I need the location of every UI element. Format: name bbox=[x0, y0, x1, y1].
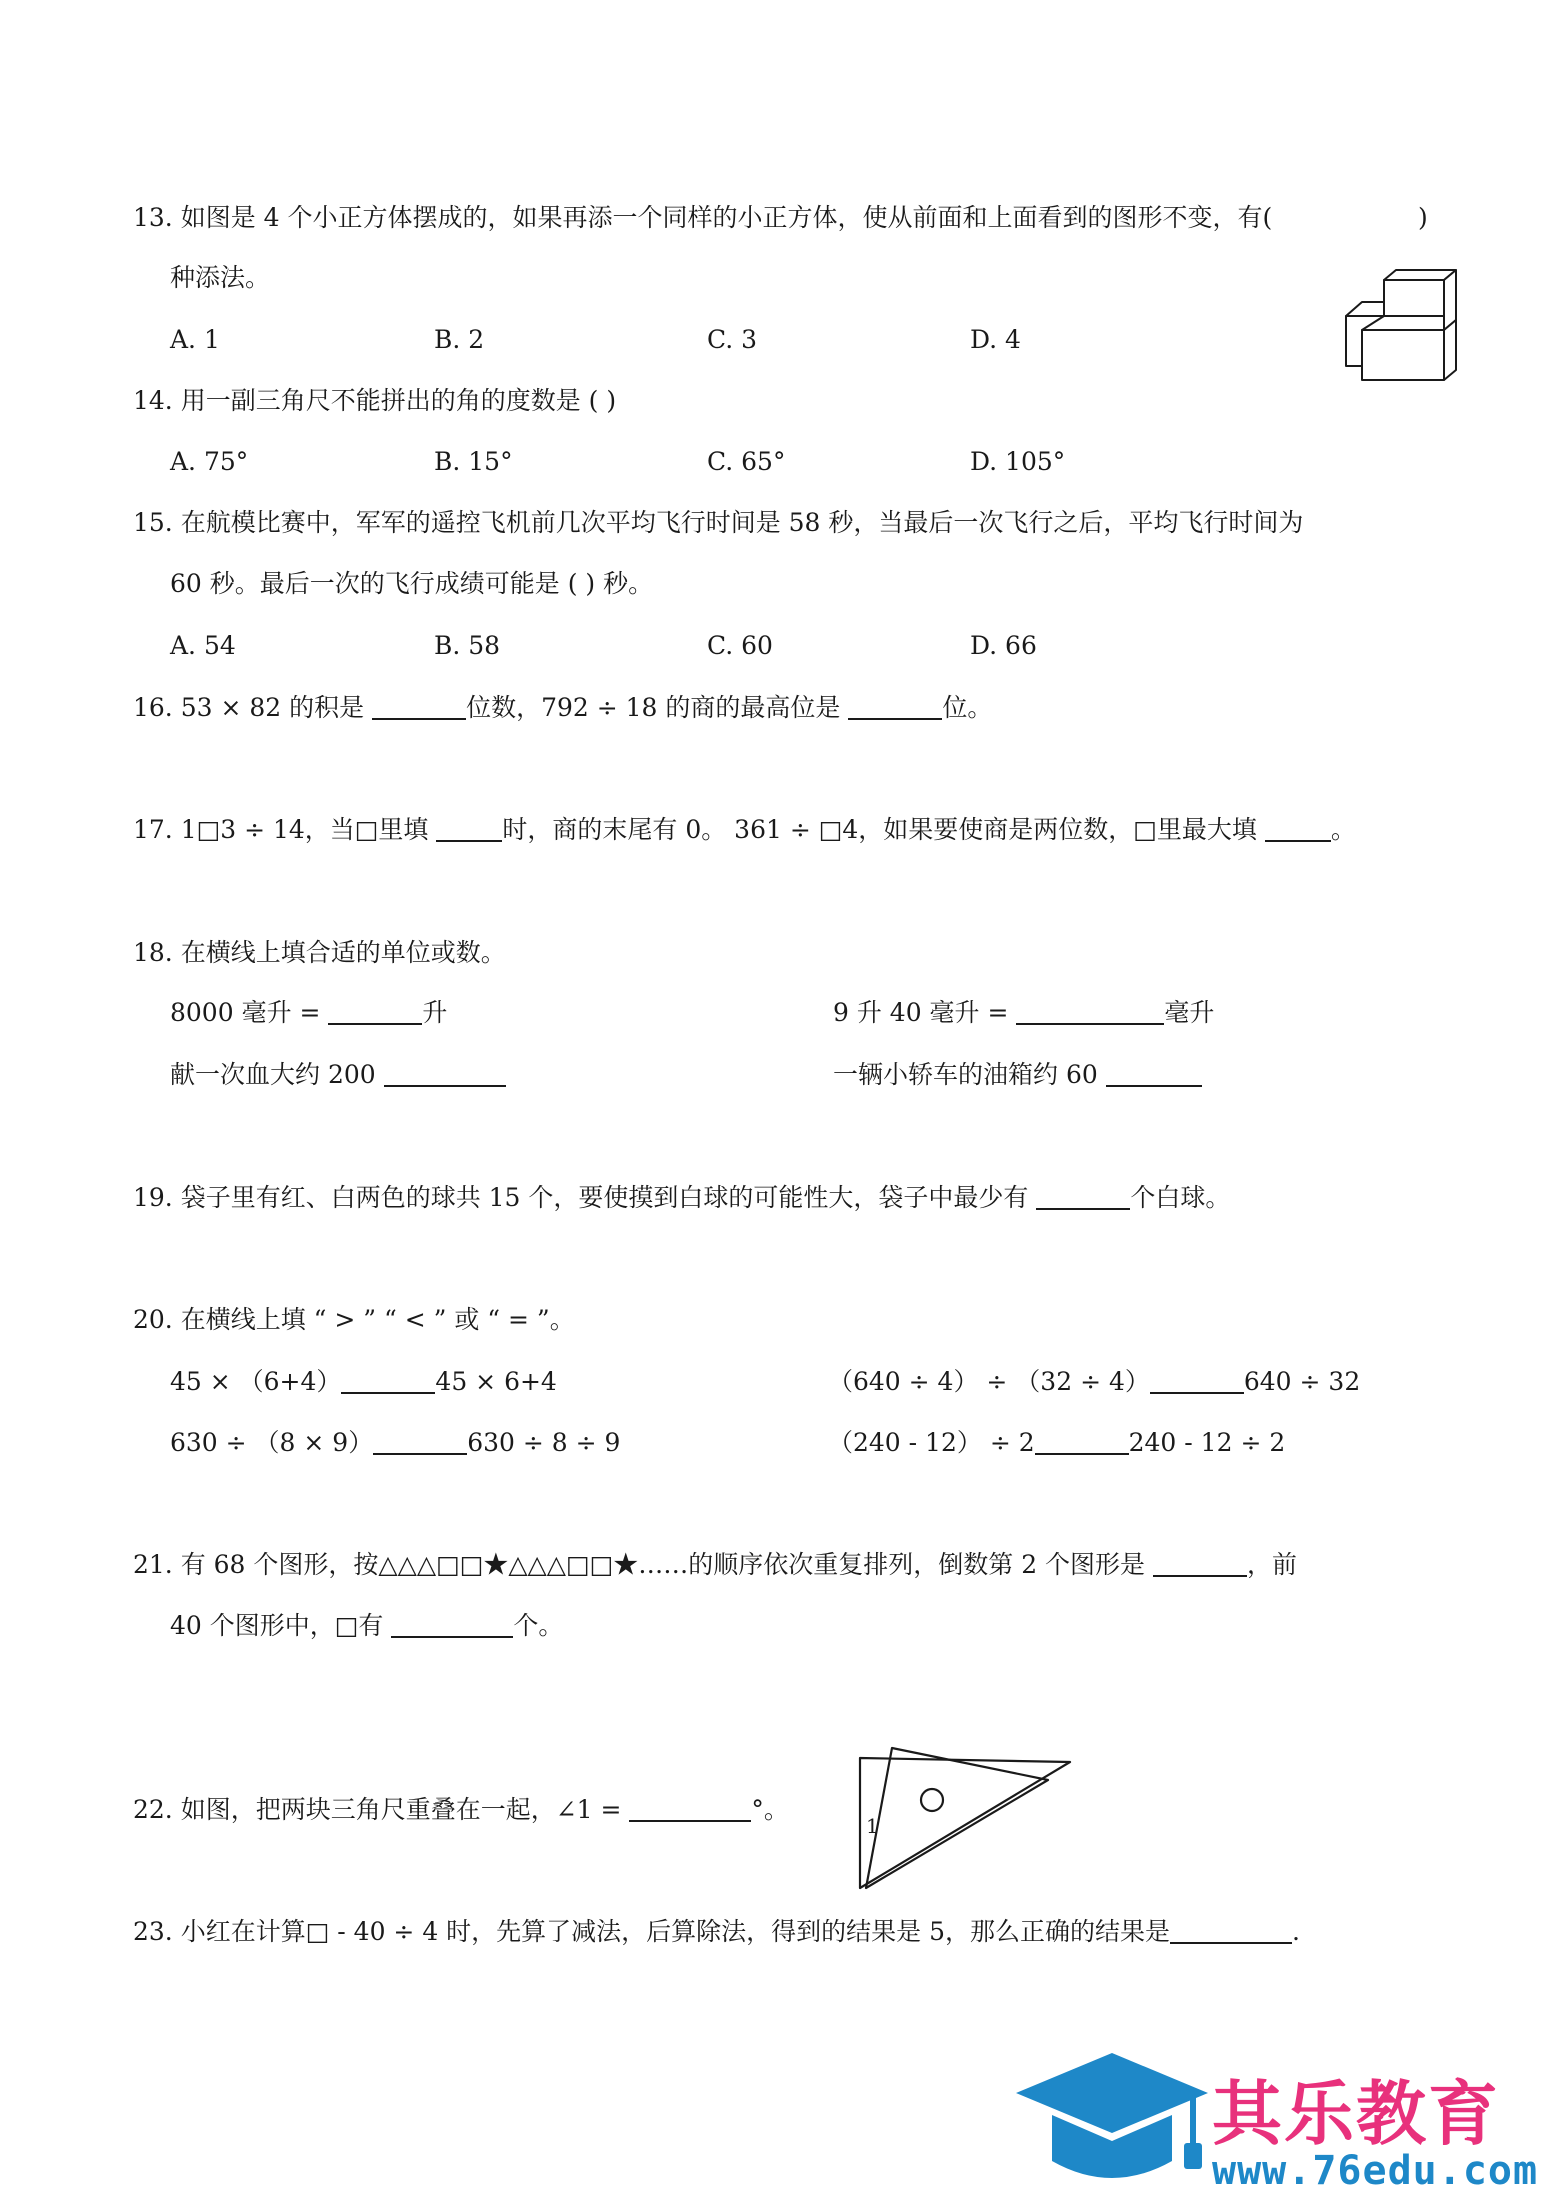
q20-title: 20. 在横线上填 “ > ” “ < ” 或 “ = ”。 bbox=[133, 1305, 575, 1334]
triangle-rulers-figure bbox=[852, 1738, 1072, 1892]
q14-option-c: C. 65° bbox=[707, 447, 786, 476]
q20-item-b: （640 ÷ 4） ÷ （32 ÷ 4） 640 ÷ 32 bbox=[828, 1362, 1360, 1402]
q17-blank-1[interactable] bbox=[436, 812, 502, 842]
q18-blank-a[interactable] bbox=[328, 995, 422, 1025]
q15-option-b: B. 58 bbox=[434, 631, 501, 660]
q20-item-a: 45 × （6+4） 45 × 6+4 bbox=[170, 1362, 557, 1402]
q22-blank[interactable] bbox=[629, 1792, 751, 1822]
q13-option-c: C. 3 bbox=[707, 325, 758, 354]
q13-option-b: B. 2 bbox=[434, 325, 485, 354]
q13-line2: 种添法。 bbox=[170, 263, 271, 292]
q18-item-b: 9 升 40 毫升 = 毫升 bbox=[833, 993, 1214, 1033]
q18-blank-c[interactable] bbox=[384, 1057, 506, 1087]
q14-option-d: D. 105° bbox=[970, 447, 1066, 476]
q15-option-c: C. 60 bbox=[707, 631, 773, 660]
q20-item-c: 630 ÷ （8 × 9） 630 ÷ 8 ÷ 9 bbox=[170, 1423, 620, 1463]
angle-1-label: 1 bbox=[866, 1814, 879, 1838]
q23-blank[interactable] bbox=[1170, 1914, 1292, 1944]
watermark-name: 其乐教育 bbox=[1212, 2073, 1500, 2155]
q16-blank-2[interactable] bbox=[848, 690, 942, 720]
q14-option-b: B. 15° bbox=[434, 447, 513, 476]
q22-question: 22. 如图，把两块三角尺重叠在一起，∠1 = °。 bbox=[133, 1790, 789, 1830]
q17-question: 17. 1□3 ÷ 14，当□里填 时，商的末尾有 0。 361 ÷ □4，如果要使商是两位数，□里最大填 。 bbox=[133, 810, 1356, 850]
q14-question: 14. 用一副三角尺不能拼出的角的度数是 ( ) bbox=[133, 386, 617, 415]
watermark-url: www.76edu.com bbox=[1212, 2148, 1539, 2194]
q18-item-a: 8000 毫升 = 升 bbox=[170, 993, 447, 1033]
q13-option-d: D. 4 bbox=[970, 325, 1021, 354]
q20-item-d: （240 - 12） ÷ 2 240 - 12 ÷ 2 bbox=[828, 1423, 1285, 1463]
q15-option-d: D. 66 bbox=[970, 631, 1037, 660]
q17-blank-2[interactable] bbox=[1265, 812, 1331, 842]
q20-blank-a[interactable] bbox=[341, 1364, 435, 1394]
q13-line1: 13. 如图是 4 个小正方体摆成的，如果再添一个同样的小正方体，使从前面和上面看到的图形不变，有( bbox=[133, 203, 1273, 232]
q21-line1: 21. 有 68 个图形，按△△△□□★△△△□□★……的顺序依次重复排列，倒数第 2 个图形是 ，前 bbox=[133, 1545, 1297, 1585]
graduation-cap-icon bbox=[1012, 2045, 1212, 2195]
q18-item-c: 献一次血大约 200 bbox=[170, 1055, 506, 1095]
q18-title: 18. 在横线上填合适的单位或数。 bbox=[133, 938, 506, 967]
q19-question: 19. 袋子里有红、白两色的球共 15 个，要使摸到白球的可能性大，袋子中最少有 个白球。 bbox=[133, 1178, 1230, 1218]
q15-line1: 15. 在航模比赛中，军军的遥控飞机前几次平均飞行时间是 58 秒，当最后一次飞行之后，平均飞行时间为 bbox=[133, 508, 1304, 537]
cube-stack-figure bbox=[1340, 268, 1480, 386]
q21-blank-2[interactable] bbox=[391, 1608, 513, 1638]
q18-item-d: 一辆小轿车的油箱约 60 bbox=[833, 1055, 1202, 1095]
q15-option-a: A. 54 bbox=[170, 631, 236, 660]
q20-blank-b[interactable] bbox=[1150, 1364, 1244, 1394]
q21-blank-1[interactable] bbox=[1153, 1547, 1247, 1577]
q15-line2: 60 秒。最后一次的飞行成绩可能是 ( ) 秒。 bbox=[170, 569, 654, 598]
q16-blank-1[interactable] bbox=[372, 690, 466, 720]
q19-blank[interactable] bbox=[1036, 1180, 1130, 1210]
q23-question: 23. 小红在计算□ - 40 ÷ 4 时，先算了减法，后算除法，得到的结果是 5，那么正确的结果是 . bbox=[133, 1912, 1300, 1952]
q13-paren-close: ) bbox=[1418, 203, 1428, 232]
q18-blank-b[interactable] bbox=[1016, 995, 1164, 1025]
q13-option-a: A. 1 bbox=[170, 325, 220, 354]
q20-blank-c[interactable] bbox=[373, 1425, 467, 1455]
q18-blank-d[interactable] bbox=[1106, 1057, 1202, 1087]
q16-question: 16. 53 × 82 的积是 位数，792 ÷ 18 的商的最高位是 位。 bbox=[133, 688, 992, 728]
q20-blank-d[interactable] bbox=[1035, 1425, 1129, 1455]
q14-option-a: A. 75° bbox=[170, 447, 249, 476]
q21-line2: 40 个图形中，□有 个。 bbox=[170, 1606, 563, 1646]
